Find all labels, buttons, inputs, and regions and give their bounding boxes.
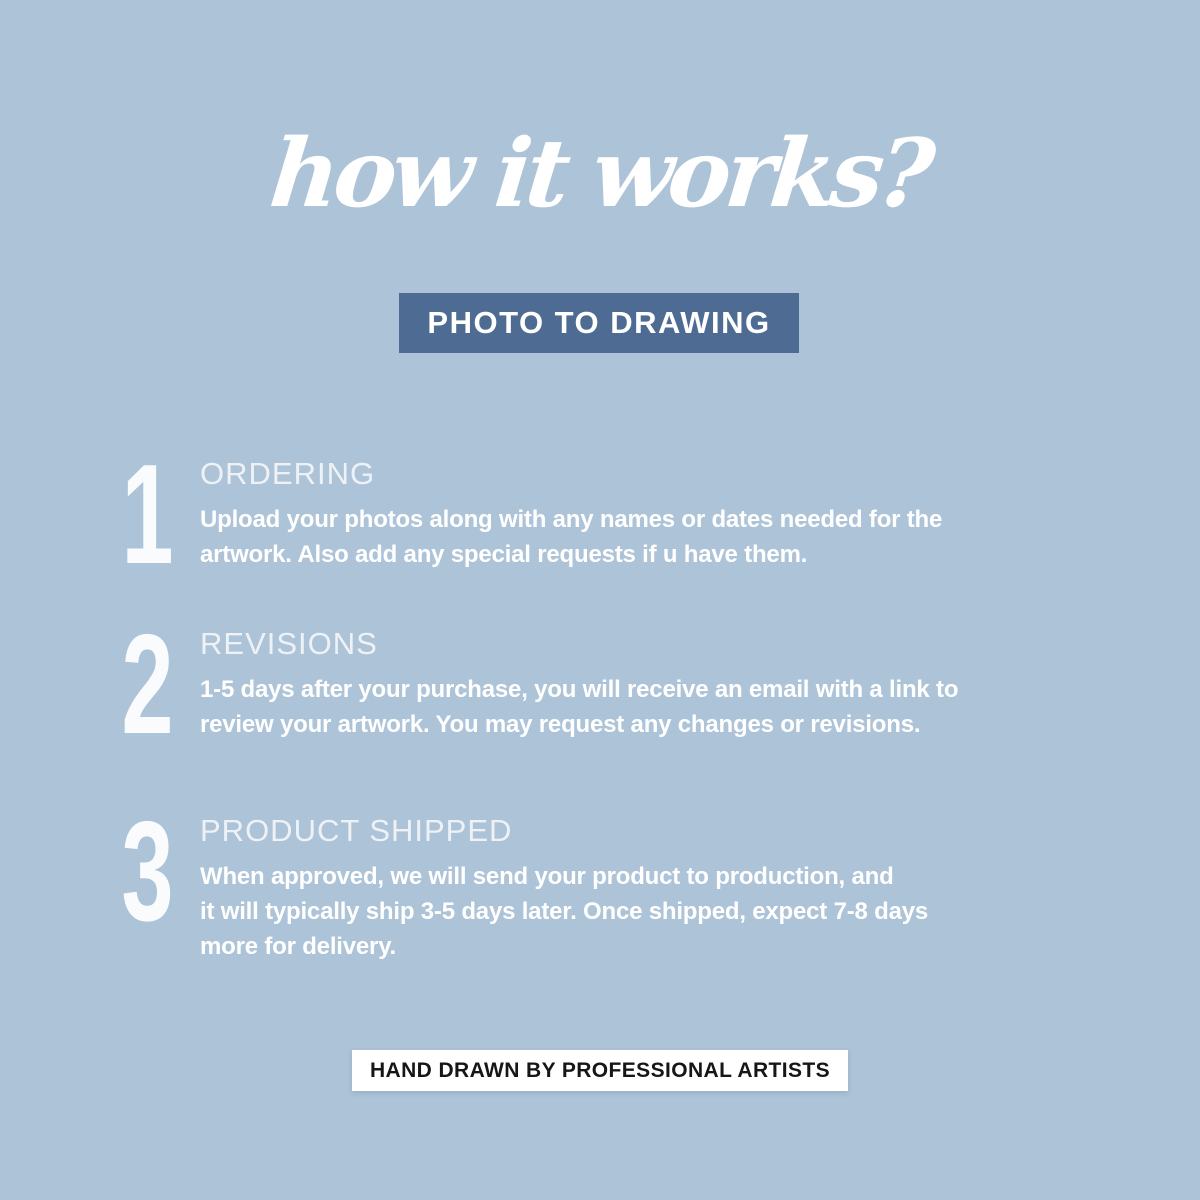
body-line: more for delivery. — [200, 932, 397, 960]
body-line: When approved, we will send your product to production, and — [200, 862, 894, 890]
step-description-ordering — [200, 502, 942, 572]
photo-to-drawing-badge: PHOTO TO DRAWING — [399, 293, 799, 353]
footer-banner: HAND DRAWN BY PROFESSIONAL ARTISTS — [352, 1050, 848, 1091]
step-number-3: 3 — [121, 792, 174, 951]
step-heading-ordering: ORDERING — [200, 456, 376, 491]
body-line: Upload your photos along with any names or dates needed for the — [200, 505, 943, 533]
body-line: review your artwork. You may request any changes or revisions. — [200, 710, 921, 738]
step-description-product-shipped — [200, 859, 928, 964]
step-number-1: 1 — [121, 435, 174, 594]
body-line: artwork. Also add any special requests if u have them. — [200, 540, 808, 568]
step-product-shipped — [95, 792, 929, 964]
step-ordering — [95, 435, 943, 594]
step-heading-product-shipped: PRODUCT SHIPPED — [200, 813, 513, 848]
step-heading-revisions: REVISIONS — [200, 626, 378, 661]
page-title: how it works? — [265, 119, 935, 229]
body-line: it will typically ship 3-5 days later. Once shipped, expect 7-8 days — [200, 897, 929, 925]
body-line: 1-5 days after your purchase, you will receive an email with a link to — [200, 675, 959, 703]
step-number-2: 2 — [121, 605, 174, 764]
step-description-revisions — [200, 672, 958, 742]
step-revisions — [95, 605, 959, 764]
